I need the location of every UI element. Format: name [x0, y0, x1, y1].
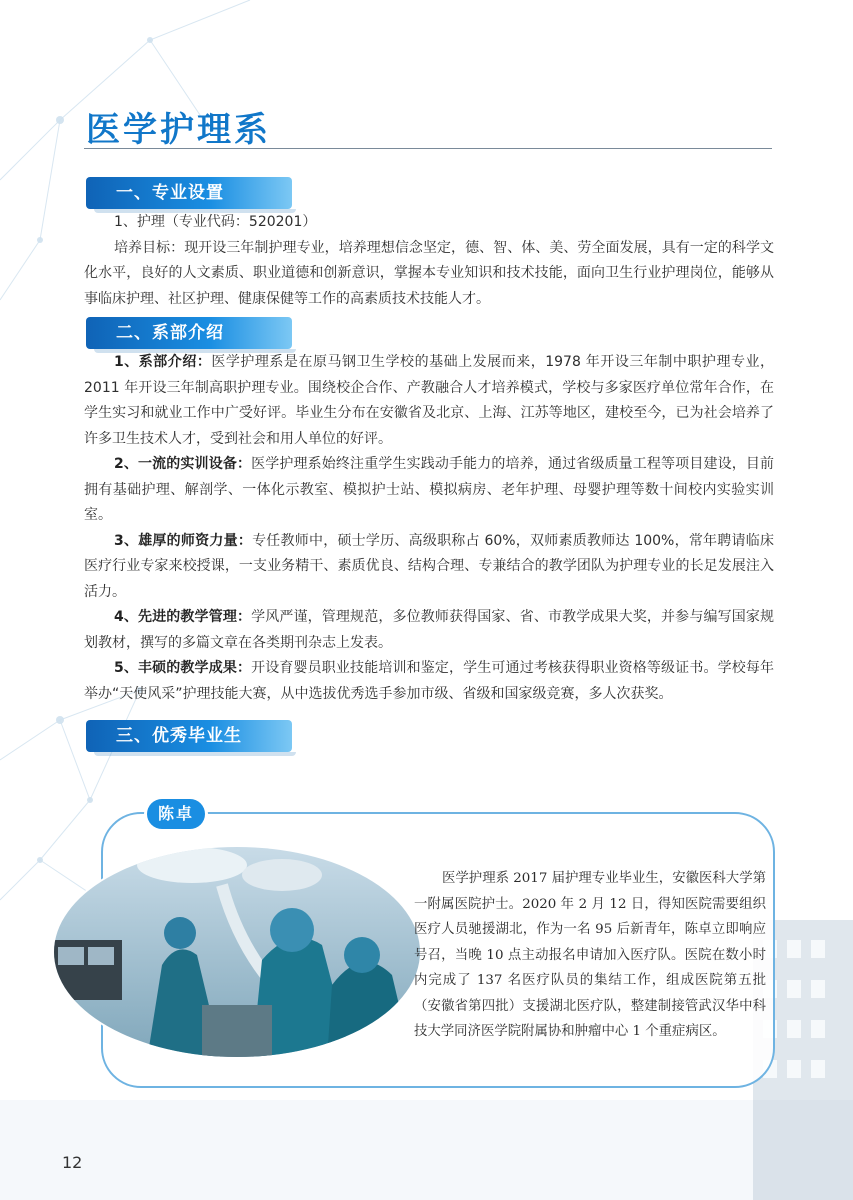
graduate-name-badge: 陈卓	[147, 799, 205, 829]
intro-text-5: 开设育婴员职业技能培训和鉴定，学生可通过考核获得职业资格等级证书。学校每年举办“天使风采”护理技能大赛，从中选拔优秀选手参加市级、省级和国家级竞赛，多人次获奖。	[84, 660, 774, 702]
intro-text-4: 学风严谨，管理规范，多位教师获得国家、省、市教学成果大奖，并参与编写国家规划教材，撰写的多篇文章在各类期刊杂志上发表。	[84, 609, 774, 651]
graduate-bio-paragraph: 医学护理系 2017 届护理专业毕业生，安徽医科大学第一附属医院护士。2020 年 2 月 12 日，得知医院需要组织医疗人员驰援湖北，作为一名 95 后新青年，陈卓立即响应号召，当晚 10 点主动报名申请加入医疗队。医院在数小时内完成了 137 名医疗队员的集结工作，组成医院第五批（安徽省第四批）支援湖北医疗队，整建制接管武汉华中科技大学同济医学院附属协和肿瘤中心 1 个重症病区。	[414, 871, 766, 1039]
major-code-heading: 1、护理（专业代码：520201）	[114, 214, 317, 230]
intro-paragraph-3	[84, 529, 774, 606]
page-title: 医学护理系	[86, 110, 271, 150]
intro-label-2: 2、一流的实训设备：	[114, 456, 252, 472]
intro-paragraph-2	[84, 452, 774, 529]
section-banner-outstanding-graduates: 三、优秀毕业生	[86, 720, 292, 752]
intro-paragraph-5	[84, 656, 774, 707]
surgery-photo	[52, 845, 422, 1060]
intro-label-5: 5、丰硕的教学成果：	[114, 660, 252, 676]
intro-label-3: 3、雄厚的师资力量：	[114, 532, 253, 549]
intro-paragraph-1	[84, 350, 774, 452]
title-divider	[84, 148, 772, 149]
page-number: 12	[62, 1153, 83, 1172]
training-goal-paragraph: 培养目标：现开设三年制护理专业，培养理想信念坚定，德、智、体、美、劳全面发展，具有一定的科学文化水平，良好的人文素质、职业道德和创新意识，掌握本专业知识和技术技能，面向卫生行业护理岗位，能够从事临床护理、社区护理、健康保健等工作的高素质技术技能人才。	[84, 239, 774, 307]
section-banner-department-intro: 二、系部介绍	[86, 317, 292, 349]
intro-label-4: 4、先进的教学管理：	[114, 609, 252, 625]
intro-label-1: 1、系部介绍：	[114, 354, 212, 370]
section-banner-major-setup: 一、专业设置	[86, 177, 292, 209]
intro-text-3: 专任教师中，硕士学历、高级职称占 60%，双师素质教师达 100%，常年聘请临床医疗行业专家来校授课，一支业务精干、素质优良、结构合理、专兼结合的教学团队为护理专业的长足发展注入活力。	[84, 532, 774, 600]
intro-text-2: 医学护理系始终注重学生实践动手能力的培养，通过省级质量工程等项目建设，目前拥有基础护理、解剖学、一体化示教室、模拟护士站、模拟病房、老年护理、母婴护理等数十间校内实验实训室。	[84, 456, 774, 523]
section-major-setup-body	[84, 210, 774, 312]
intro-text-1: 医学护理系是在原马钢卫生学校的基础上发展而来，1978 年开设三年制中职护理专业，2011 年开设三年制高职护理专业。围绕校企合作、产教融合人才培养模式，学校与多家医疗单位常年合作，在学生实习和就业工作中广受好评。毕业生分布在安徽省及北京、上海、江苏等地区，建校至今，已为社会培养了许多卫生技术人才，受到社会和用人单位的好评。	[84, 354, 774, 447]
section-department-intro-body	[84, 350, 774, 707]
intro-paragraph-4	[84, 605, 774, 656]
